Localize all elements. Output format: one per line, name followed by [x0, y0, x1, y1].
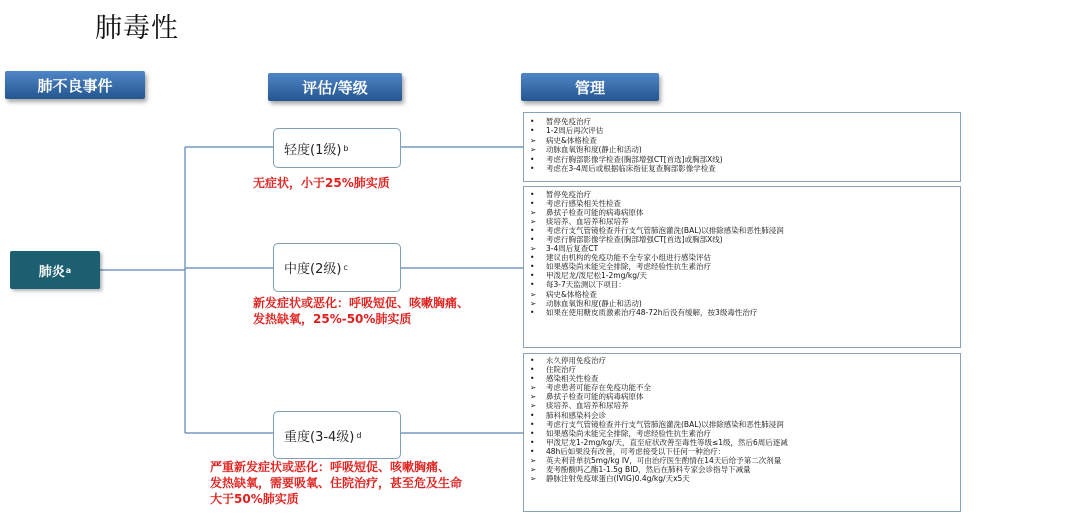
management-item-text: 考虑行胸部影像学检查(胸部增强CT[首选]或胸部X线) [546, 235, 723, 245]
management-item [528, 136, 956, 145]
root-node-label: 肺炎 [38, 264, 65, 280]
description-line: 大于50%肺实质 [210, 492, 299, 506]
bullet-dot-icon: • [530, 235, 535, 245]
management-item-text: 考虑行胸部影像学检查(胸部增强CT[首选]或胸部X线) [546, 154, 723, 164]
management-item-text: 考虑患者可能存在免疫功能不全 [546, 383, 651, 393]
management-item-text: 动脉血氧饱和度(静止和活动) [546, 298, 642, 308]
bullet-dot-icon: • [530, 307, 535, 317]
bullet-dot-icon: • [530, 365, 535, 375]
management-item-text: 感染相关性检查 [546, 374, 599, 384]
grade-moderate-sup: c [343, 263, 348, 272]
management-item-text: 考虑在3-4周后或根据临床指征复查胸部影像学检查 [546, 164, 716, 174]
management-item-text: 暂停免疫治疗 [546, 117, 591, 126]
bullet-arrow-icon: ➢ [530, 208, 537, 218]
management-item [528, 199, 956, 208]
management-item [528, 208, 956, 217]
management-item-text: 考虑行感染相关性检查 [546, 199, 621, 209]
grade-node-severe [273, 411, 401, 459]
root-node-pneumonitis [10, 251, 100, 289]
grade-node-mild [273, 128, 401, 168]
management-item-text: 如果在使用糖皮质激素治疗48-72h后没有缓解，按3级毒性治疗 [546, 307, 758, 317]
bullet-dot-icon: • [530, 419, 535, 429]
management-item-text: 暂停免疫治疗 [546, 190, 591, 199]
management-item-text: 3-4周后复查CT [546, 244, 599, 254]
bullet-dot-icon: • [530, 253, 535, 263]
bullet-arrow-icon: ➢ [530, 401, 537, 411]
bullet-dot-icon: • [530, 117, 535, 126]
management-item [528, 420, 956, 429]
description-line: 新发症状或恶化：呼吸短促、咳嗽胸痛、 [253, 296, 470, 310]
management-item [528, 356, 956, 365]
bullet-dot-icon: • [530, 226, 535, 236]
bullet-arrow-icon: ➢ [530, 465, 537, 475]
grade-severe-sup: d [356, 430, 362, 440]
bullet-arrow-icon: ➢ [530, 392, 537, 402]
management-item-text: 病史&体格检查 [546, 289, 597, 299]
bullet-arrow-icon: ➢ [530, 383, 537, 393]
management-item [528, 308, 956, 317]
management-item-text: 48h后如果没有改善，可考虑接受以下任何一种治疗： [546, 446, 726, 456]
management-item [528, 474, 956, 483]
bullet-arrow-icon: ➢ [530, 456, 537, 466]
management-item-text: 1-2周后再次评估 [546, 126, 604, 136]
management-item [528, 438, 956, 447]
management-item [528, 226, 956, 235]
management-item-text: 麦考酚酸吗乙酯1-1.5g BID，然后在肺科专家会诊指导下减量 [546, 465, 751, 475]
management-item-text: 建议由机构的免疫功能不全专家小组进行感染评估 [546, 253, 711, 263]
header-management: 管理 [521, 73, 659, 101]
header-grade: 评估/等级 [268, 73, 402, 101]
bullet-dot-icon: • [530, 271, 535, 281]
management-item [528, 365, 956, 374]
management-item [528, 411, 956, 420]
management-item-text: 住院治疗 [546, 365, 576, 375]
bullet-arrow-icon: ➢ [530, 145, 537, 155]
bullet-dot-icon: • [530, 446, 535, 456]
grade-node-moderate [273, 243, 401, 292]
grade-severe-description [210, 459, 462, 507]
bullet-dot-icon: • [530, 410, 535, 420]
management-item-text: 考虑行支气管镜检查并行支气管肺泡灌洗(BAL)以排除感染和恶性肺浸润 [546, 226, 784, 236]
description-line: 发热缺氧，需要吸氧、住院治疗，甚至危及生命 [210, 476, 463, 490]
management-item [528, 383, 956, 392]
root-node-sup: a [65, 265, 72, 275]
grade-moderate-description [253, 295, 469, 327]
grade-mild-description [253, 175, 390, 191]
management-item [528, 429, 956, 438]
grade-mild-label: 轻度(1级) [284, 142, 342, 158]
page-title: 肺毒性 [95, 13, 179, 44]
management-item [528, 145, 956, 154]
management-item [528, 280, 956, 289]
grade-severe-label: 重度(3-4级) [284, 429, 355, 445]
bullet-arrow-icon: ➢ [530, 298, 537, 308]
management-item-text: 静脉注射免疫球蛋白(IVIG)0.4g/kg/天x5天 [546, 474, 690, 484]
description-line: 严重新发症状或恶化：呼吸短促、咳嗽胸痛、 [210, 460, 451, 474]
management-item-text: 每3-7天监测以下项目： [546, 280, 626, 290]
management-item [528, 447, 956, 456]
management-item [528, 374, 956, 383]
management-item [528, 217, 956, 226]
management-item [528, 155, 956, 164]
bullet-dot-icon: • [530, 199, 535, 209]
bullet-dot-icon: • [530, 356, 535, 365]
bullet-dot-icon: • [530, 190, 535, 199]
bullet-arrow-icon: ➢ [530, 244, 537, 254]
management-item-text: 动脉血氧饱和度(静止和活动) [546, 145, 642, 155]
management-item-text: 鼻拭子检查可能的病毒病原体 [546, 208, 644, 218]
grade-mild-sup: b [343, 143, 349, 153]
management-item [528, 244, 956, 253]
management-item-text: 如果感染尚未能完全排除，考虑经验性抗生素治疗 [546, 262, 711, 272]
management-item [528, 164, 956, 173]
management-item [528, 456, 956, 465]
management-item [528, 299, 956, 308]
bullet-dot-icon: • [530, 374, 535, 384]
management-item-text: 鼻拭子检查可能的病毒病原体 [546, 392, 644, 402]
management-item-text: 甲泼尼龙1-2mg/kg/天，直至症状改善至毒性等级≤1级，然后6周后逐减 [546, 437, 788, 447]
bullet-dot-icon: • [530, 164, 535, 174]
management-item-text: 甲泼尼龙/泼尼松1-2mg/kg/天 [546, 271, 648, 281]
bullet-dot-icon: • [530, 437, 535, 447]
bullet-arrow-icon: ➢ [530, 135, 537, 145]
management-item-text: 英夫利昔单抗5mg/kg IV，可由治疗医生酌情在14天后给予第二次剂量 [546, 456, 782, 466]
description-line: 发热缺氧，25%-50%肺实质 [253, 312, 412, 326]
bullet-dot-icon: • [530, 154, 535, 164]
management-item-text: 考虑行支气管镜检查并行支气管肺泡灌洗(BAL)以排除感染和恶性肺浸润 [546, 419, 784, 429]
grade-moderate-label: 中度(2级) [284, 262, 342, 277]
bullet-dot-icon: • [530, 428, 535, 438]
management-item [528, 190, 956, 199]
bullet-arrow-icon: ➢ [530, 217, 537, 227]
management-item-text: 病史&体格检查 [546, 135, 597, 145]
management-item [528, 290, 956, 299]
header-event: 肺不良事件 [5, 71, 145, 99]
management-item-text: 永久停用免疫治疗 [546, 356, 606, 365]
management-box-moderate [523, 186, 961, 348]
management-box-mild [523, 112, 961, 182]
bullet-dot-icon: • [530, 126, 535, 136]
description-line: 无症状，小于25%肺实质 [253, 176, 390, 190]
management-item [528, 235, 956, 244]
management-item-text: 肺科和感染科会诊 [546, 410, 606, 420]
management-item [528, 401, 956, 410]
bullet-arrow-icon: ➢ [530, 474, 537, 484]
management-item-text: 痰培养、血培养和尿培养 [546, 217, 629, 227]
management-box-severe [523, 353, 961, 512]
management-item [528, 465, 956, 474]
management-item [528, 117, 956, 126]
management-item-text: 如果感染尚未能完全排除，考虑经验性抗生素治疗 [546, 428, 711, 438]
management-item [528, 126, 956, 135]
bullet-dot-icon: • [530, 262, 535, 272]
bullet-arrow-icon: ➢ [530, 289, 537, 299]
bullet-dot-icon: • [530, 280, 535, 290]
management-item-text: 痰培养、血培养和尿培养 [546, 401, 629, 411]
